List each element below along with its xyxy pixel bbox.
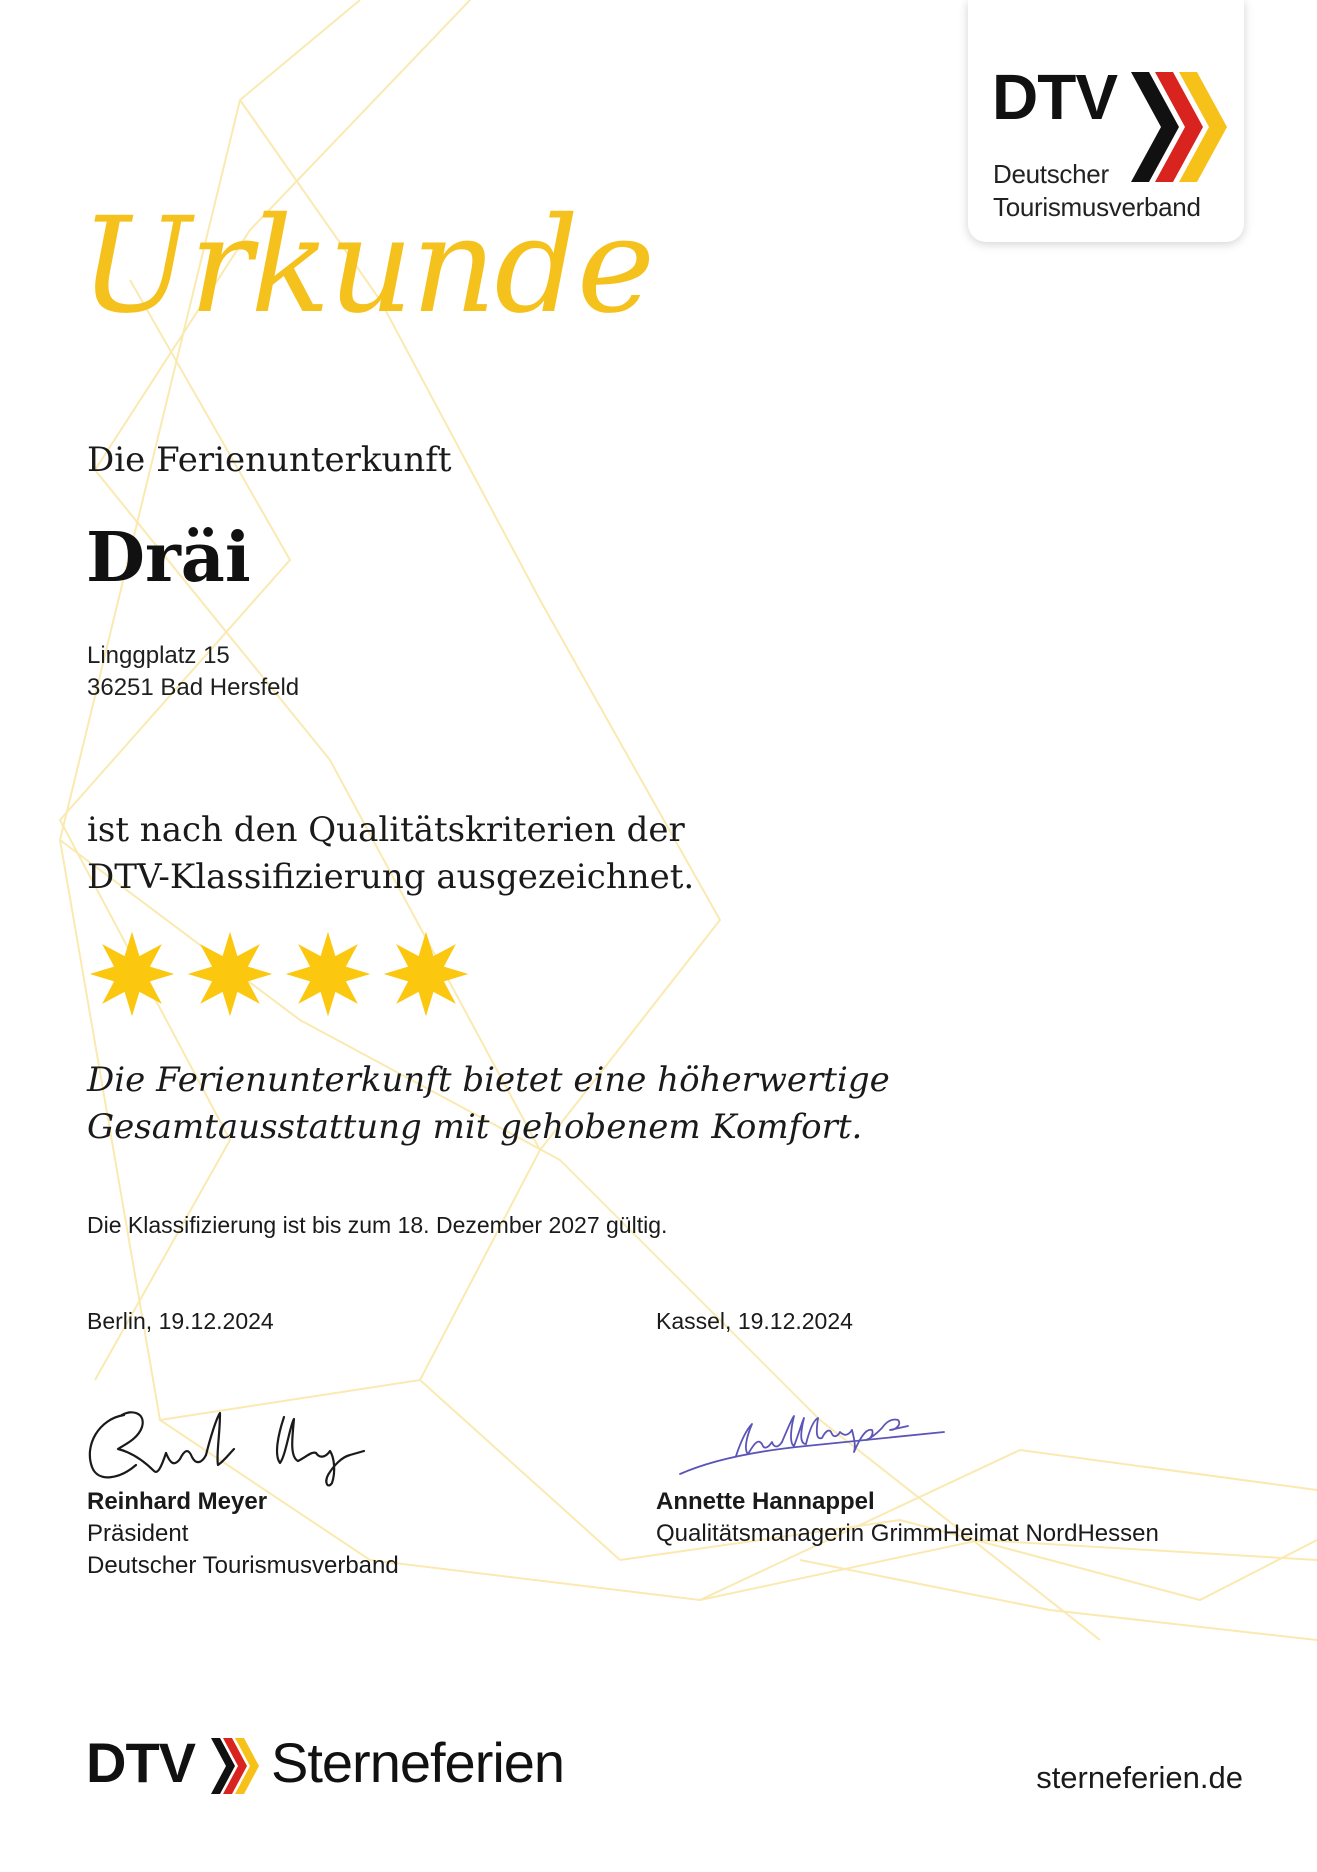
signer-right-name: Annette Hannappel bbox=[656, 1488, 875, 1515]
signer-right bbox=[656, 1486, 1159, 1550]
signature-reinhard-meyer bbox=[84, 1405, 394, 1495]
footer-chevron-icon bbox=[211, 1738, 259, 1794]
website-url: sterneferien.de bbox=[1036, 1760, 1243, 1795]
logo-line2: Tourismusverband bbox=[993, 192, 1201, 222]
signature-annette-hannappel bbox=[676, 1398, 946, 1478]
star-rating bbox=[88, 930, 470, 1022]
logo-abbr: DTV bbox=[992, 61, 1117, 133]
description-line-2: Gesamtausstattung mit gehobenem Komfort. bbox=[87, 1107, 863, 1147]
star-icon bbox=[284, 930, 372, 1018]
signer-left-role: Präsident bbox=[87, 1520, 189, 1547]
star-icon bbox=[186, 930, 274, 1018]
flag-chevron-icon bbox=[1131, 72, 1227, 182]
footer-brand-name: Sterneferien bbox=[271, 1731, 565, 1794]
description-line-1: Die Ferienunterkunft bietet eine höherwertige bbox=[87, 1060, 890, 1100]
signer-left-organization: Deutscher Tourismusverband bbox=[87, 1552, 399, 1579]
star-icon bbox=[88, 930, 176, 1018]
property-name: Dräi bbox=[86, 518, 251, 598]
page-title: Urkunde bbox=[80, 189, 653, 343]
address-city: 36251 Bad Hersfeld bbox=[87, 674, 300, 701]
address-street: Linggplatz 15 bbox=[87, 642, 230, 669]
star-icon bbox=[382, 930, 470, 1018]
place-date-right: Kassel, 19.12.2024 bbox=[656, 1308, 853, 1334]
signer-left bbox=[87, 1486, 399, 1582]
signer-right-role: Qualitätsmanagerin GrimmHeimat NordHessen bbox=[656, 1520, 1159, 1547]
criteria-line-1: ist nach den Qualitätskriterien der bbox=[87, 810, 685, 850]
dtv-logo-card bbox=[968, 0, 1244, 242]
criteria-line-2: DTV-Klassifizierung ausgezeichnet. bbox=[87, 857, 695, 897]
intro-text: Die Ferienunterkunft bbox=[87, 440, 452, 480]
validity-text: Die Klassifizierung ist bis zum 18. Dezember 2027 gültig. bbox=[87, 1212, 668, 1238]
logo-line1: Deutscher bbox=[993, 159, 1109, 189]
place-date-left: Berlin, 19.12.2024 bbox=[87, 1308, 274, 1334]
footer-brand-abbr: DTV bbox=[86, 1731, 195, 1794]
signer-left-name: Reinhard Meyer bbox=[87, 1488, 268, 1515]
